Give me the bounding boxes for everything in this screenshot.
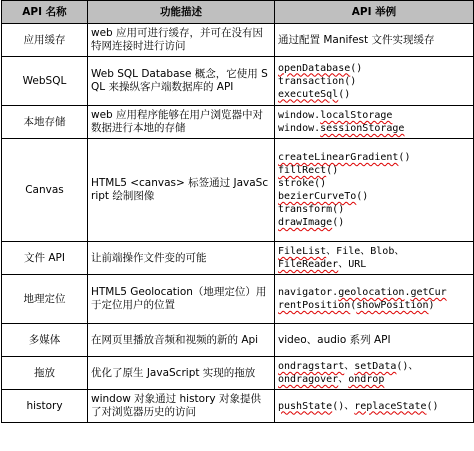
api-name-cell: Canvas [2,139,88,242]
api-identifier: ondragstart [278,361,345,372]
api-name-cell: WebSQL [2,57,88,106]
api-text: () [350,62,363,74]
api-identifier: rentPosition [278,300,351,311]
api-name-cell: 应用缓存 [2,24,88,57]
api-example-line [278,75,470,88]
api-desc-cell: 优化了原生 JavaScript 实现的拖放 [88,357,275,390]
api-example-line [278,122,470,135]
api-text: transform() [278,204,345,215]
api-example-line [278,373,470,386]
api-text: ()、 [396,361,419,372]
api-text: () [356,191,369,202]
api-text: ()、 [332,400,355,412]
api-text: () [332,217,345,228]
table-row [2,357,474,390]
api-text: window. [278,110,321,121]
api-text: navigator. [278,287,339,298]
api-identifier: localStorage [320,110,393,121]
api-text: ) [428,300,435,311]
api-example-line [278,109,470,122]
api-identifier: executeSql [278,88,339,100]
table-row [2,57,474,106]
api-text: 、URL [338,259,367,270]
api-desc-cell: web 应用可进行缓存，并可在没有因特网连接时进行访问 [88,24,275,57]
api-example-cell [275,390,474,423]
api-desc-cell: 让前端操作文件变的可能 [88,242,275,275]
api-identifier: getCur [410,287,447,298]
api-text: 、 [344,361,355,372]
api-example-line [278,164,470,177]
api-name-cell: 地理定位 [2,275,88,324]
api-text: () [338,88,351,100]
table-row [2,390,474,423]
api-example-line [278,216,470,229]
table-row [2,324,474,357]
api-desc-cell: window 对象通过 history 对象提供了对浏览器历史的访问 [88,390,275,423]
api-name-cell: history [2,390,88,423]
api-identifier: setData [354,361,397,372]
api-text: 、 [338,374,349,385]
api-text: 、File、Blob、 [326,246,405,257]
api-example-cell [275,57,474,106]
api-example-line [278,286,470,299]
api-text: () [398,152,411,163]
header-function-desc: 功能描述 [88,1,275,24]
api-identifier: replaceState [354,400,427,412]
table-row [2,106,474,139]
api-identifier: FileReader [278,259,339,270]
api-identifier: bezierCurveTo [278,191,357,202]
api-identifier: openDatabase [278,62,351,74]
api-text: transaction() [278,75,357,87]
api-name-cell: 拖放 [2,357,88,390]
api-identifier: createLinearGradient [278,152,399,163]
api-identifier: sessionStorage [320,123,405,134]
api-identifier: fillRect [278,165,327,176]
api-identifier: FileList [278,246,327,257]
api-text: ( [350,300,357,311]
header-row [2,1,474,24]
api-identifier: drawImage [278,217,333,228]
api-example-line [278,190,470,203]
table-row [2,242,474,275]
api-table [1,0,474,423]
table-row [2,139,474,242]
api-example-cell [275,357,474,390]
api-example-line [278,203,470,216]
api-desc-cell: web 应用程序能够在用户浏览器中对数据进行本地的存储 [88,106,275,139]
api-example-line [278,34,470,47]
api-example-line [278,62,470,75]
api-example-cell [275,324,474,357]
api-example-cell [275,106,474,139]
api-identifier: showPosition [356,300,429,311]
api-text: window. [278,123,321,134]
header-api-example: API 举例 [275,1,474,24]
table-row [2,275,474,324]
api-example-line [278,245,470,258]
api-desc-cell: HTML5 Geolocation（地理定位）用于定位用户的位置 [88,275,275,324]
api-text: () [426,400,439,412]
api-example-cell [275,275,474,324]
api-example-line [278,334,470,347]
api-identifier: pushState [278,400,333,412]
table-row [2,24,474,57]
api-identifier: ondrop [348,374,385,385]
api-desc-cell: HTML5 <canvas> 标签通过 JavaScript 绘制图像 [88,139,275,242]
api-identifier: geolocation [338,287,405,298]
api-example-line [278,151,470,164]
api-example-line [278,400,470,413]
api-example-line [278,360,470,373]
api-desc-cell: Web SQL Database 概念，它使用 SQL 来操纵客户端数据库的 API [88,57,275,106]
api-text: stroke() [278,178,327,189]
api-example-cell [275,139,474,242]
api-text: . [404,287,411,298]
api-name-cell: 多媒体 [2,324,88,357]
api-identifier: ondragover [278,374,339,385]
header-api-name: API 名称 [2,1,88,24]
api-example-line [278,177,470,190]
api-example-cell [275,242,474,275]
api-example-line [278,88,470,101]
api-example-line [278,258,470,271]
api-example-cell [275,24,474,57]
api-text: () [326,165,339,176]
api-name-cell: 本地存储 [2,106,88,139]
api-name-cell: 文件 API [2,242,88,275]
api-desc-cell: 在网页里播放音频和视频的新的 Api [88,324,275,357]
api-text: video、audio 系列 API [278,333,391,346]
api-example-line [278,299,470,312]
api-text: 通过配置 Manifest 文件实现缓存 [278,33,435,46]
